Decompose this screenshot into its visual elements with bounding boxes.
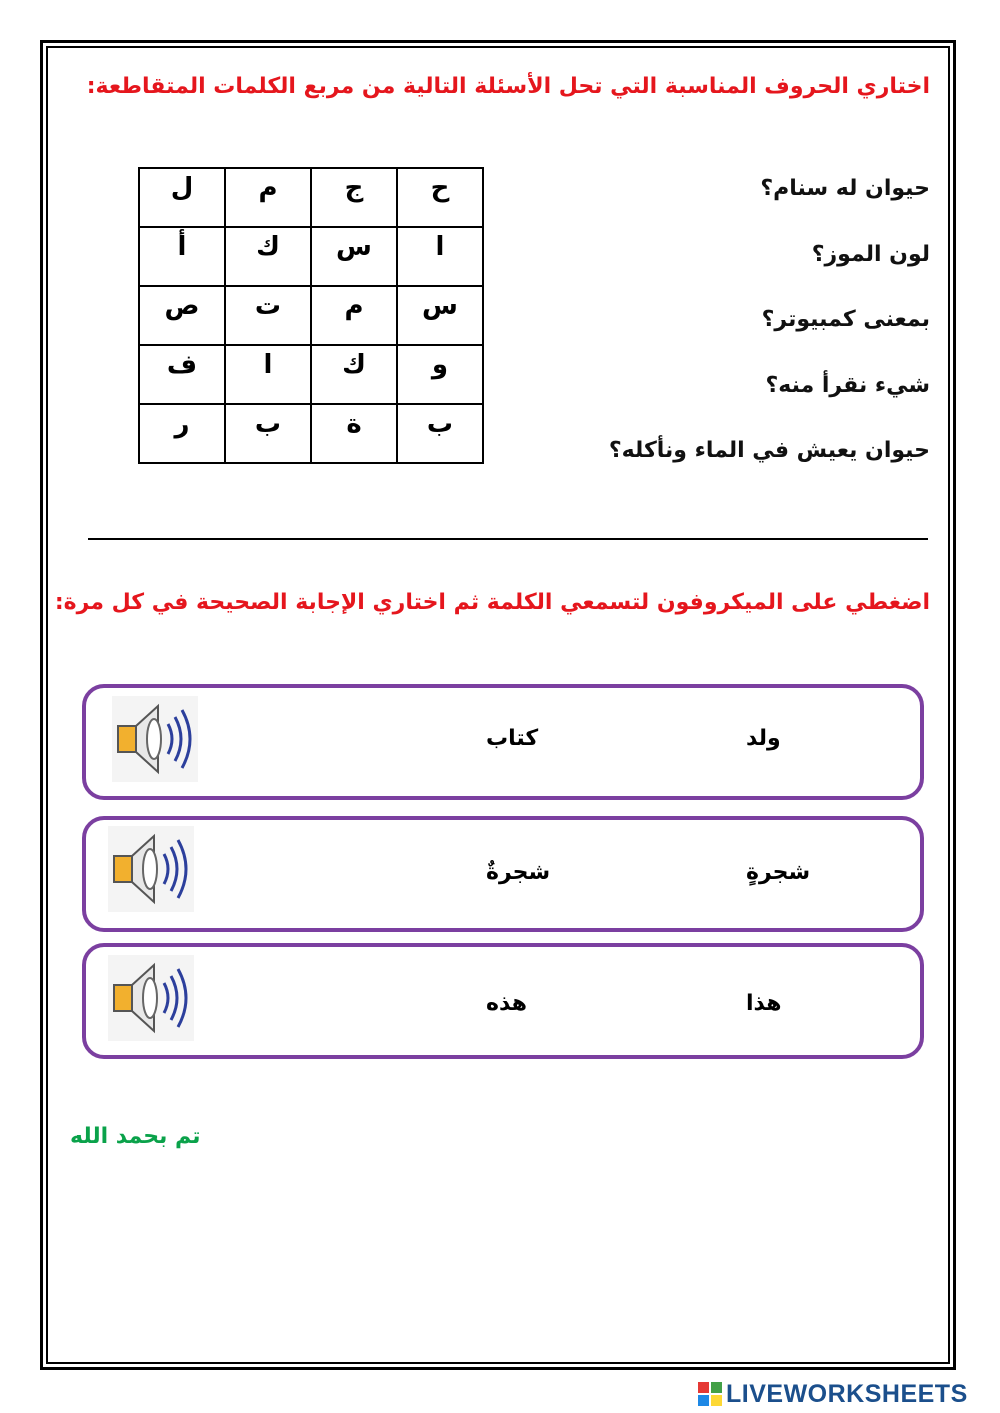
option-word-left[interactable]: هذه	[486, 991, 527, 1016]
question-item: حيوان له سنام؟	[760, 176, 930, 201]
option-word-left[interactable]: شجرةٌ	[486, 860, 551, 885]
letter-grid	[138, 167, 484, 464]
grid-cell[interactable]: ل	[139, 168, 225, 227]
question-item: لون الموز؟	[811, 241, 930, 267]
grid-cell[interactable]: ة	[311, 404, 397, 463]
option-word-right[interactable]: هذا	[746, 991, 782, 1016]
speaker-icon[interactable]	[112, 696, 198, 782]
grid-row	[139, 168, 483, 227]
grid-cell[interactable]: ا	[225, 345, 311, 404]
grid-row	[139, 345, 483, 404]
grid-cell[interactable]: م	[225, 168, 311, 227]
section-divider	[88, 538, 928, 540]
speaker-icon[interactable]	[108, 955, 194, 1041]
brand-footer[interactable]	[698, 1379, 968, 1409]
closing-text: تم بحمد الله	[70, 1124, 201, 1149]
grid-cell[interactable]: ك	[225, 227, 311, 286]
grid-cell[interactable]: ج	[311, 168, 397, 227]
grid-cell[interactable]: م	[311, 286, 397, 345]
question-item: بمعنى كمبيوتر؟	[761, 307, 930, 332]
grid-cell[interactable]: س	[397, 286, 483, 345]
grid-cell[interactable]: ح	[397, 168, 483, 227]
grid-cell[interactable]: ا	[397, 227, 483, 286]
listening-row	[82, 943, 924, 1059]
option-word-right[interactable]: ولد	[746, 726, 781, 751]
option-word-right[interactable]: شجرةٍ	[746, 860, 811, 885]
question-item: حيوان يعيش في الماء ونأكله؟	[608, 438, 930, 463]
grid-row	[139, 404, 483, 463]
grid-cell[interactable]: ت	[225, 286, 311, 345]
grid-cell[interactable]: ف	[139, 345, 225, 404]
option-word-left[interactable]: كتاب	[486, 726, 539, 751]
grid-cell[interactable]: و	[397, 345, 483, 404]
listening-instruction: اضغطي على الميكروفون لتسمعي الكلمة ثم اختاري الإجابة الصحيحة في كل مرة:	[54, 590, 930, 615]
grid-cell[interactable]: ب	[397, 404, 483, 463]
liveworksheets-logo-icon	[698, 1382, 722, 1406]
grid-cell[interactable]: أ	[139, 227, 225, 286]
question-item: شيء نقرأ منه؟	[765, 372, 930, 398]
crossword-instruction: اختاري الحروف المناسبة التي تحل الأسئلة التالية من مربع الكلمات المتقاطعة:	[86, 74, 930, 99]
question-list	[609, 176, 930, 504]
grid-cell[interactable]: ص	[139, 286, 225, 345]
grid-cell[interactable]: ب	[225, 404, 311, 463]
listening-row	[82, 684, 924, 800]
speaker-icon[interactable]	[108, 826, 194, 912]
grid-row	[139, 227, 483, 286]
brand-name: LIVEWORKSHEETS	[726, 1379, 968, 1408]
listening-row	[82, 816, 924, 932]
grid-cell[interactable]: س	[311, 227, 397, 286]
grid-row	[139, 286, 483, 345]
grid-cell[interactable]: ك	[311, 345, 397, 404]
grid-cell[interactable]: ر	[139, 404, 225, 463]
